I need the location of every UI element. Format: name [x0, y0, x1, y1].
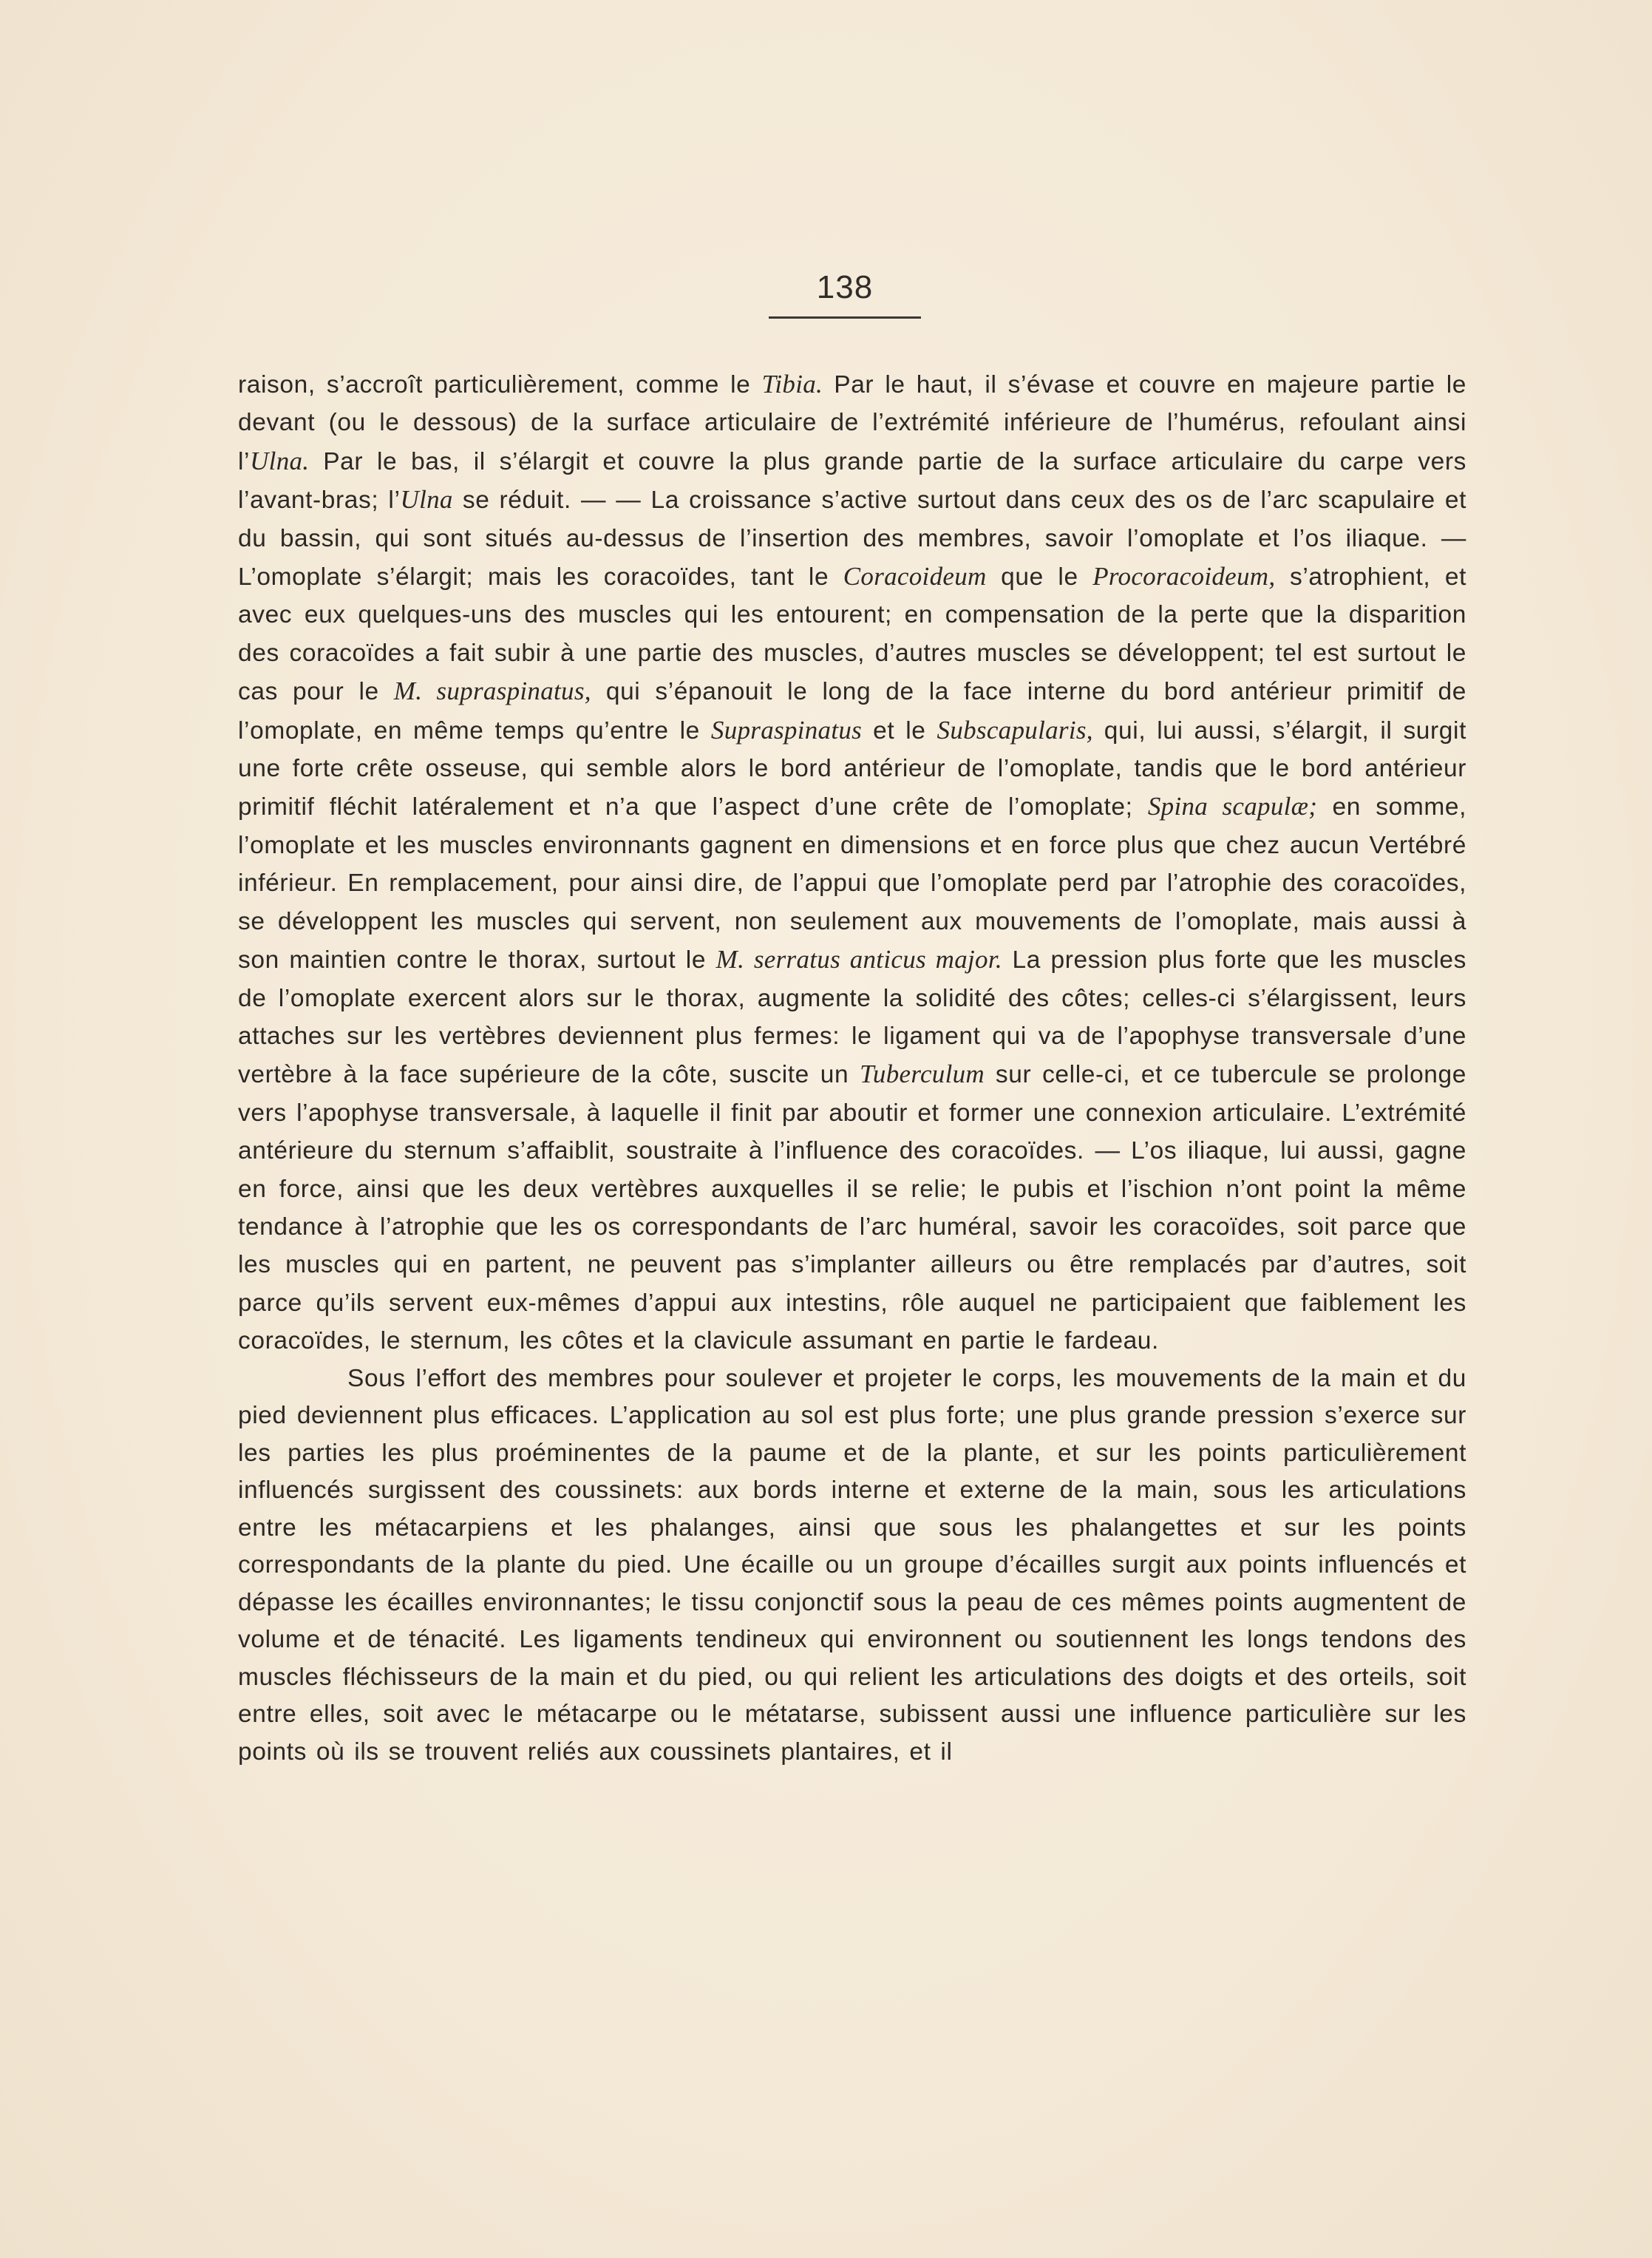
text-segment: sur celle-ci, et ce tubercule se prolonge vers l’apophyse transversale, à laquelle il finit par aboutir et former une connexion articulaire. L’extrémité antérieure du sternum s’affaiblit, soustraite à l’influence des coracoïdes. — L’os iliaque, lui aussi, gagne en force, ainsi que les deux vertèbres auxquelles il se relie; le pubis et l’ischion n’ont point la même tendance à l’atrophie que les os correspondants de l’arc huméral, savoir les coracoïdes, soit parce que les muscles qui en partent, ne peuvent pas s’implanter ailleurs ou être remplacés par d’autres, soit parce qu’ils servent eux-mêmes d’appui aux intestins, rôle auquel ne participaient que faiblement les coracoïdes, le sternum, les côtes et la clavicule assumant en partie le fardeau.	[238, 1061, 1467, 1355]
text-segment: qui s’épanouit le long de la face interne du bord antérieur primitif de l’omoplate, en même temps qu’entre le	[238, 678, 1466, 745]
italic-term: Ulna	[400, 485, 453, 515]
text-segment: se réduit. — — La croissance s’active surtout dans ceux des os de l’arc scapulaire et du bassin, qui sont situés au-dessus de l’insertion des membres, savoir l’omoplate et l’os iliaque. — L’omoplate s’élargit; mais les coracoïdes, tant le	[238, 486, 1466, 591]
page-number-rule	[769, 316, 921, 319]
text-segment: s’atrophient, et avec eux quelques-uns des muscles qui les entourent; en compensation de la perte que la disparition des coracoïdes a fait subir à une partie des muscles, d’autres muscles se développent; tel est surtout le cas pour le	[238, 563, 1466, 706]
text-segment: en somme, l’omoplate et les muscles environnants gagnent en dimensions et en force plus que chez aucun Vertébré inférieur. En remplacement, pour ainsi dire, de l’appui que l’omoplate perd par l’atrophie des coracoïdes, se développent les muscles qui servent, non seulement aux mouvements de l’omoplate, mais aussi à son maintien contre le thorax, surtout le	[238, 793, 1466, 974]
italic-term: Tuberculum	[860, 1060, 985, 1089]
italic-term: M. serratus anticus major.	[715, 945, 1002, 974]
text-segment: raison, s’accroît particulièrement, comme le	[238, 371, 762, 399]
italic-term: Coracoideum	[843, 562, 987, 591]
italic-term: Tibia.	[761, 370, 823, 399]
italic-term: Ulna.	[250, 446, 310, 475]
body-text	[238, 365, 1466, 1771]
text-segment: La pression plus forte que les muscles de l’omoplate exercent alors sur le thorax, augmente la solidité des côtes; celles-ci s’élargissent, leurs attaches sur les vertèbres deviennent plus fermes: le ligament qui va de l’apophyse transversale d’une vertèbre à la face supérieure de la côte, suscite un	[238, 946, 1466, 1089]
italic-term: Subscapularis,	[937, 715, 1093, 745]
text-segment: Par le haut, il s’évase et couvre en majeure partie le devant (ou le dessous) de la surface articulaire de l’extrémité inférieure de l’humérus, refoulant ainsi l’	[238, 371, 1466, 475]
text-segment: Par le bas, il s’élargit et couvre la plus grande partie de la surface articulaire du carpe vers l’avant-bras; l’	[238, 447, 1466, 515]
text-segment: qui, lui aussi, s’élargit, il surgit une forte crête osseuse, qui semble alors le bord antérieur de l’omoplate, tandis que le bord antérieur primitif fléchit latéralement et n’a que l’aspect d’une crête de l’omoplate;	[238, 716, 1466, 821]
text-segment: et le	[862, 716, 937, 745]
paragraph-1	[238, 365, 1466, 1360]
italic-term: M. supraspinatus,	[393, 677, 591, 706]
text-segment: que le	[986, 563, 1093, 591]
page-number: 138	[816, 269, 874, 305]
italic-term: Procoracoideum,	[1092, 562, 1276, 591]
italic-term: Supraspinatus	[710, 715, 863, 745]
paragraph-2: Sous l’effort des membres pour soulever et projeter le corps, les mouvements de la main et du pied deviennent plus efficaces. L’application au sol est plus forte; une plus grande pression s’exerce sur les parties les plus proéminentes de la paume et de la plante, et sur les points particulièrement influencés surgissent des coussinets: aux bords interne et externe de la main, sous les articulations entre les métacarpiens et les phalanges, ainsi que sous les phalangettes et sur les points correspondants de la plante du pied. Une écaille ou un groupe d’écailles surgit aux points influencés et dépasse les écailles environnantes; le tissu conjonctif sous la peau de ces mêmes points augmentent de volume et de ténacité. Les ligaments tendineux qui environnent ou soutiennent les longs tendons des muscles fléchisseurs de la main et du pied, ou qui relient les articulations des doigts et des orteils, soit entre elles, soit avec le métacarpe ou le métatarse, subissent aussi une influence particulière sur les points où ils se trouvent reliés aux coussinets plantaires, et il	[238, 1364, 1466, 1766]
italic-term: Spina scapulæ;	[1147, 792, 1318, 821]
